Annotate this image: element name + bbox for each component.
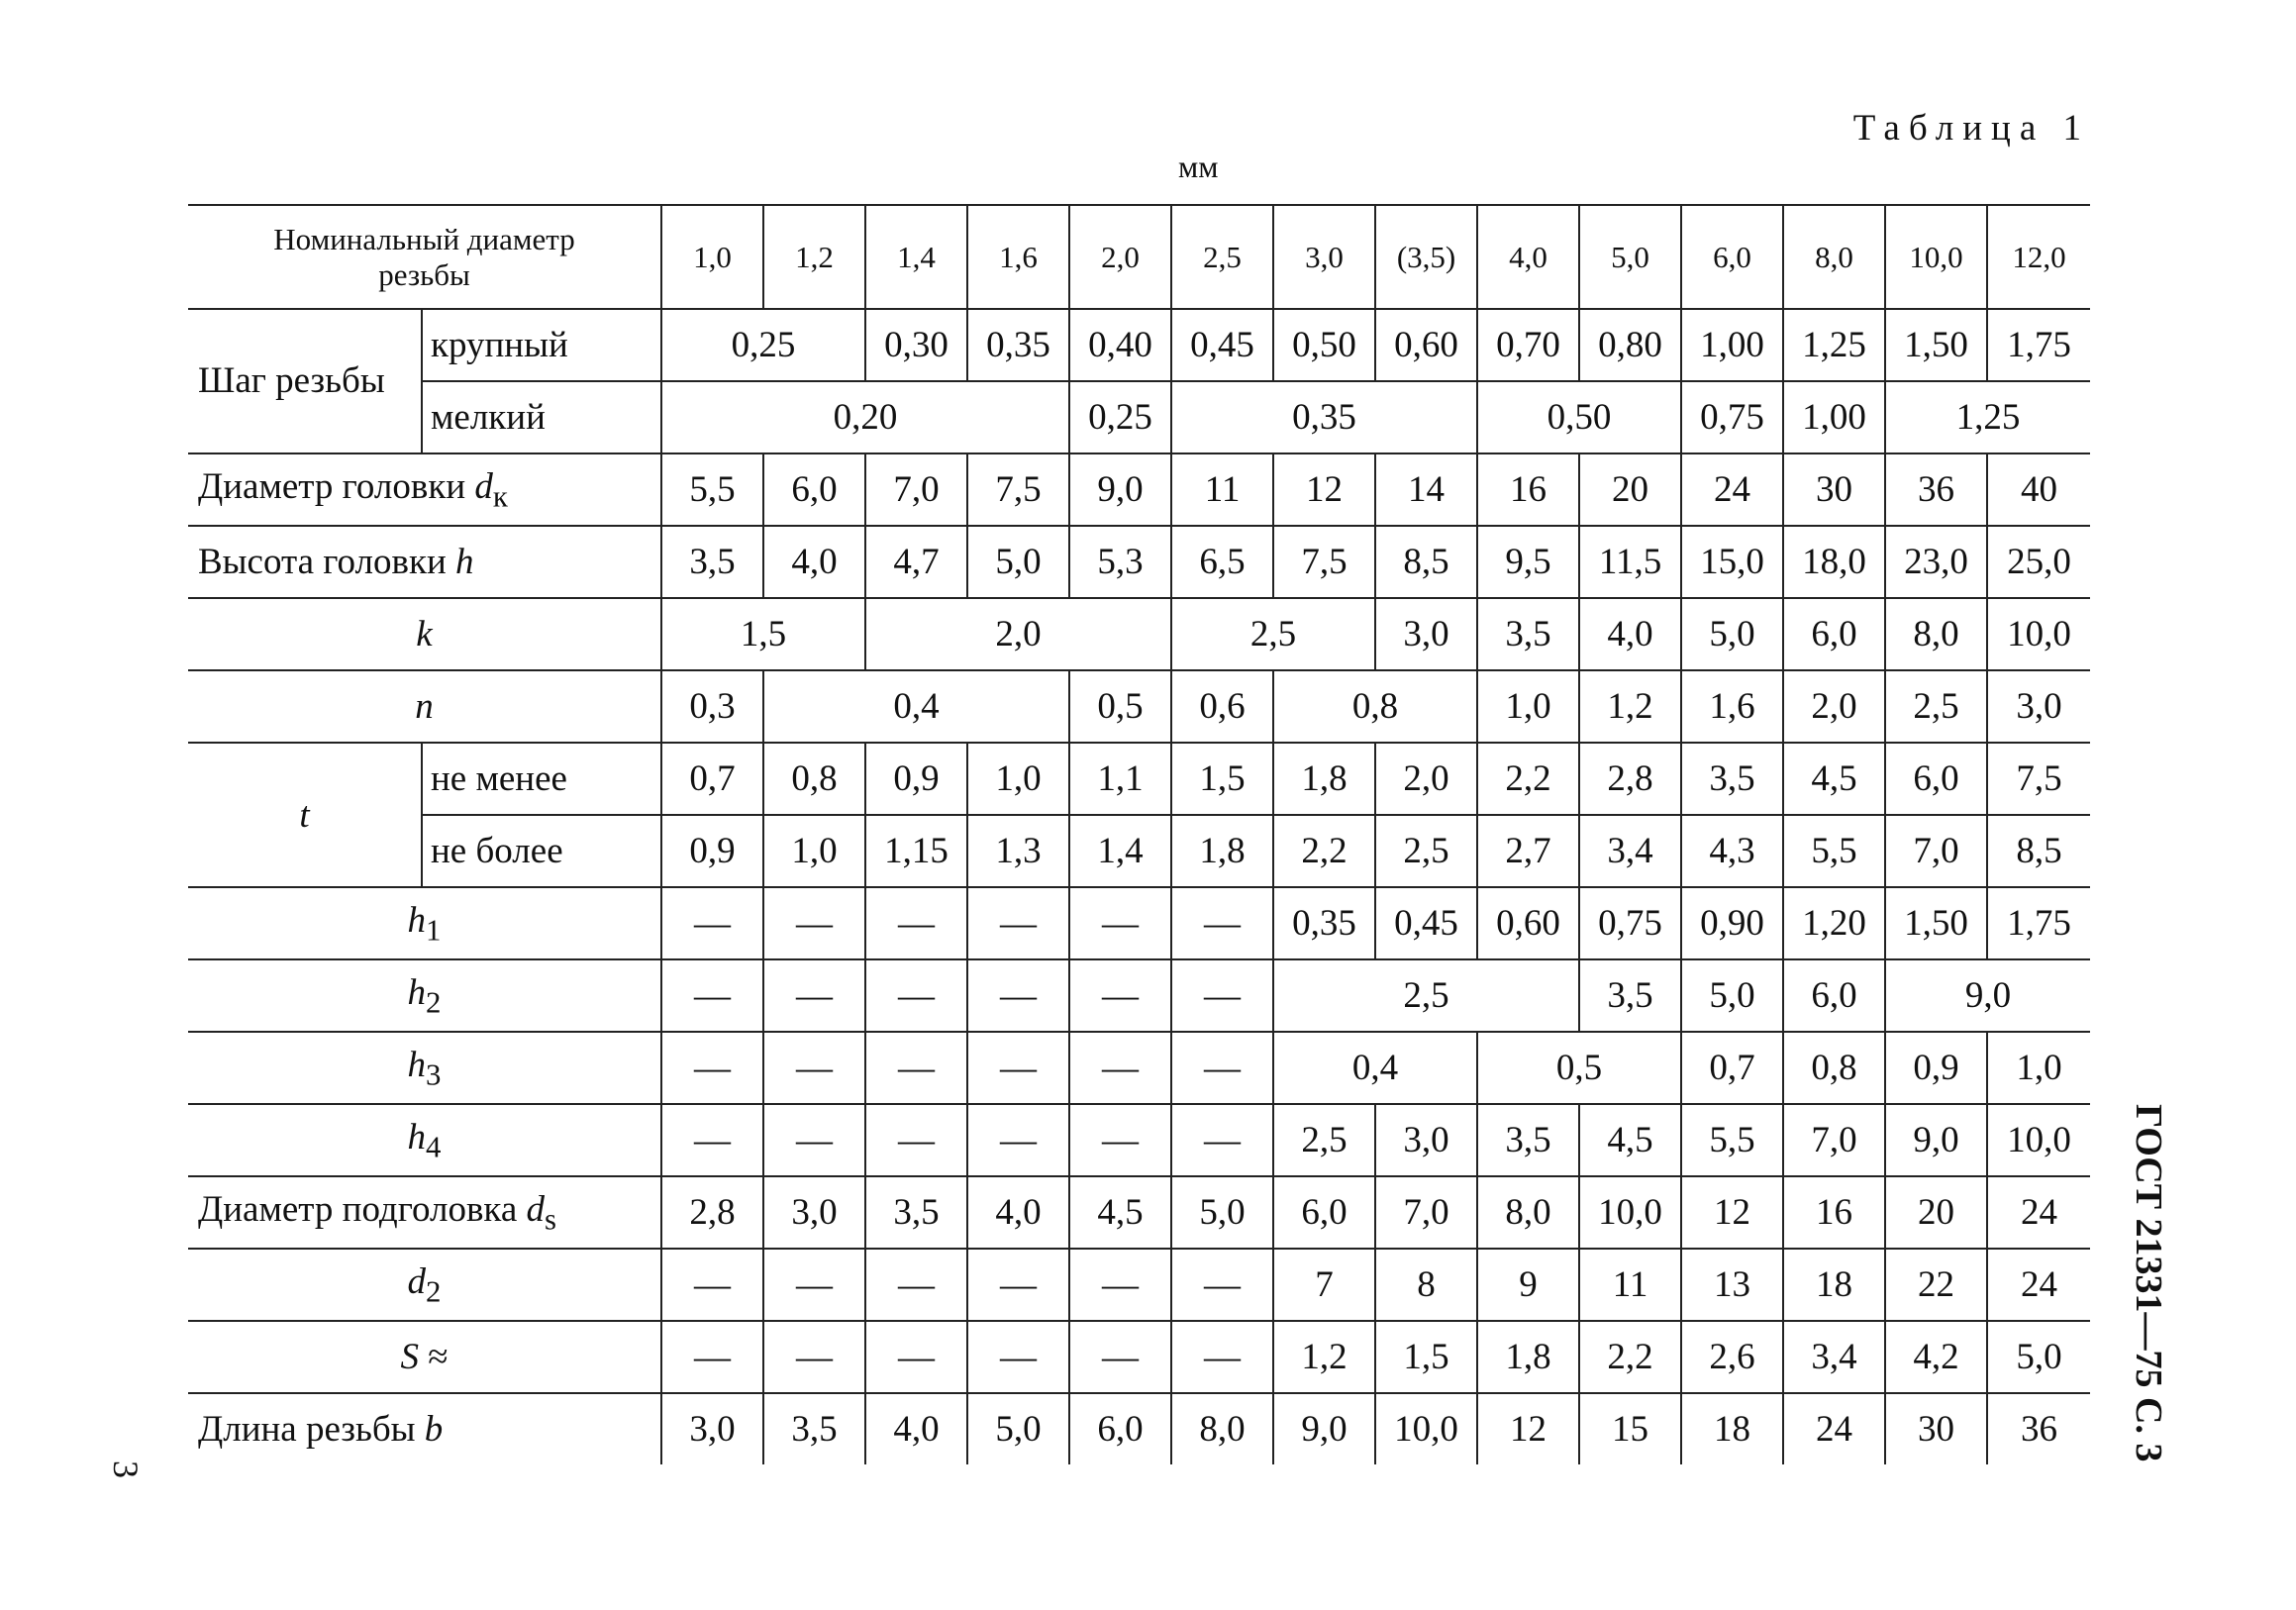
value-cell: 10,0 <box>1987 1104 2090 1176</box>
value-cell: 6,0 <box>1885 743 1987 815</box>
value-cell: 2,5 <box>1273 959 1579 1032</box>
value-cell: 2,5 <box>1885 670 1987 743</box>
value-cell: — <box>1171 1249 1273 1321</box>
value-cell: 0,50 <box>1477 381 1681 453</box>
value-cell: 1,50 <box>1885 887 1987 959</box>
value-cell: 0,60 <box>1477 887 1579 959</box>
value-cell: 2,6 <box>1681 1321 1783 1393</box>
row-label <box>188 1176 661 1249</box>
value-cell: 8,0 <box>1477 1176 1579 1249</box>
value-cell: 2,0 <box>1783 670 1885 743</box>
value-cell: 4,5 <box>1783 743 1885 815</box>
value-cell: 0,20 <box>661 381 1069 453</box>
value-cell: 36 <box>1885 453 1987 526</box>
value-cell: — <box>1171 1321 1273 1393</box>
value-cell: — <box>763 1249 865 1321</box>
value-cell: 6,0 <box>1783 959 1885 1032</box>
value-cell: 11 <box>1171 453 1273 526</box>
row-pitch-coarse <box>188 309 2090 381</box>
value-cell: 7,0 <box>1783 1104 1885 1176</box>
value-cell: 1,00 <box>1783 381 1885 453</box>
value-cell: 0,4 <box>763 670 1069 743</box>
row-n <box>188 670 2090 743</box>
value-cell: — <box>1069 1321 1171 1393</box>
value-cell: 1,20 <box>1783 887 1885 959</box>
value-cell: 5,5 <box>1681 1104 1783 1176</box>
value-cell: 5,0 <box>1987 1321 2090 1393</box>
value-cell: — <box>661 1249 763 1321</box>
value-cell: 0,4 <box>1273 1032 1477 1104</box>
value-cell: 4,2 <box>1885 1321 1987 1393</box>
value-cell: — <box>967 1249 1069 1321</box>
value-cell: — <box>865 1321 967 1393</box>
value-cell: 1,2 <box>1579 670 1681 743</box>
value-cell: 6,0 <box>1273 1176 1375 1249</box>
row-t-max <box>188 815 2090 887</box>
value-cell: 40 <box>1987 453 2090 526</box>
value-cell: 0,25 <box>661 309 865 381</box>
page-number: 3 <box>106 1460 146 1478</box>
value-cell: — <box>661 1321 763 1393</box>
nominal-diameter-cell: 3,0 <box>1273 205 1375 309</box>
value-cell: 10,0 <box>1987 598 2090 670</box>
value-cell: 11 <box>1579 1249 1681 1321</box>
value-cell: — <box>1069 1249 1171 1321</box>
screw-dimensions-table <box>188 204 2090 1464</box>
row-label-symbol: d <box>407 1260 427 1302</box>
nominal-diameter-cell: 4,0 <box>1477 205 1579 309</box>
value-cell: — <box>763 1321 865 1393</box>
nominal-diameter-cell: 2,5 <box>1171 205 1273 309</box>
value-cell: 3,0 <box>1375 598 1477 670</box>
value-cell: 0,7 <box>1681 1032 1783 1104</box>
value-cell: 3,0 <box>763 1176 865 1249</box>
nominal-diameter-cell: 2,0 <box>1069 205 1171 309</box>
value-cell: 7,0 <box>1375 1176 1477 1249</box>
value-cell: 12 <box>1681 1176 1783 1249</box>
value-cell: 4,3 <box>1681 815 1783 887</box>
value-cell: 5,0 <box>1171 1176 1273 1249</box>
value-cell: 3,5 <box>661 526 763 598</box>
group-label-t: t <box>188 743 422 887</box>
value-cell: 0,75 <box>1681 381 1783 453</box>
value-cell: — <box>763 1104 865 1176</box>
row-label <box>188 1032 661 1104</box>
header-row <box>188 205 2090 309</box>
value-cell: 1,75 <box>1987 887 2090 959</box>
value-cell: 5,0 <box>967 1393 1069 1464</box>
nominal-diameter-cell: 10,0 <box>1885 205 1987 309</box>
value-cell: 1,0 <box>1477 670 1579 743</box>
row-label-symbol: h <box>407 1044 427 1085</box>
row-label-symbol: k <box>416 614 433 654</box>
row-label <box>422 309 661 381</box>
value-cell: 3,5 <box>1477 1104 1579 1176</box>
value-cell: 6,0 <box>1069 1393 1171 1464</box>
value-cell: 0,25 <box>1069 381 1171 453</box>
value-cell: 0,6 <box>1171 670 1273 743</box>
row-head-height <box>188 526 2090 598</box>
value-cell: 8 <box>1375 1249 1477 1321</box>
value-cell: — <box>1171 1032 1273 1104</box>
row-label-subscript: s <box>545 1202 557 1237</box>
group-label-pitch: Шаг резьбы <box>188 309 422 453</box>
value-cell: 7 <box>1273 1249 1375 1321</box>
row-label-subscript: 3 <box>426 1057 442 1092</box>
row-label <box>188 1249 661 1321</box>
row-label-text: Диаметр головки <box>198 465 475 507</box>
value-cell: 1,0 <box>1987 1032 2090 1104</box>
row-label-symbol: d <box>474 465 493 507</box>
value-cell: 0,45 <box>1171 309 1273 381</box>
value-cell: 24 <box>1987 1249 2090 1321</box>
nominal-diameter-cell: 12,0 <box>1987 205 2090 309</box>
value-cell: — <box>865 959 967 1032</box>
value-cell: 9 <box>1477 1249 1579 1321</box>
value-cell: 24 <box>1987 1176 2090 1249</box>
value-cell: 1,00 <box>1681 309 1783 381</box>
value-cell: — <box>1069 959 1171 1032</box>
value-cell: — <box>1069 1104 1171 1176</box>
row-label <box>422 381 661 453</box>
value-cell: 15,0 <box>1681 526 1783 598</box>
value-cell: 7,5 <box>1273 526 1375 598</box>
row-h2 <box>188 959 2090 1032</box>
value-cell: — <box>1171 959 1273 1032</box>
value-cell: 7,5 <box>967 453 1069 526</box>
value-cell: 30 <box>1885 1393 1987 1464</box>
value-cell: — <box>661 1032 763 1104</box>
row-h4 <box>188 1104 2090 1176</box>
value-cell: 24 <box>1783 1393 1885 1464</box>
value-cell: 8,5 <box>1375 526 1477 598</box>
value-cell: 30 <box>1783 453 1885 526</box>
nominal-diameter-cell: 6,0 <box>1681 205 1783 309</box>
row-label <box>188 959 661 1032</box>
row-label-text: Высота головки <box>198 542 455 582</box>
value-cell: 2,0 <box>865 598 1171 670</box>
value-cell: 9,5 <box>1477 526 1579 598</box>
value-cell: — <box>661 1104 763 1176</box>
units-label: мм <box>1178 149 1219 184</box>
value-cell: 0,9 <box>865 743 967 815</box>
row-label-subscript: 2 <box>426 985 442 1020</box>
value-cell: 3,0 <box>661 1393 763 1464</box>
value-cell: 2,0 <box>1375 743 1477 815</box>
value-cell: 4,0 <box>1579 598 1681 670</box>
value-cell: 4,0 <box>763 526 865 598</box>
row-neck-diameter <box>188 1176 2090 1249</box>
value-cell: 3,4 <box>1783 1321 1885 1393</box>
row-s <box>188 1321 2090 1393</box>
value-cell: 2,7 <box>1477 815 1579 887</box>
row-h1 <box>188 887 2090 959</box>
value-cell: 9,0 <box>1273 1393 1375 1464</box>
value-cell: 0,40 <box>1069 309 1171 381</box>
row-label <box>188 1321 661 1393</box>
table-caption: Таблица 1 <box>1852 108 2090 149</box>
row-label-symbol: S <box>400 1337 419 1377</box>
row-label <box>188 887 661 959</box>
row-label <box>422 743 661 815</box>
value-cell: 1,6 <box>1681 670 1783 743</box>
value-cell: 22 <box>1885 1249 1987 1321</box>
value-cell: 1,15 <box>865 815 967 887</box>
standard-side-label: ГОСТ 21331—75 С. 3 <box>2128 1104 2169 1462</box>
row-label-text: Диаметр подголовка <box>198 1188 527 1230</box>
value-cell: 0,9 <box>661 815 763 887</box>
row-d2 <box>188 1249 2090 1321</box>
row-label <box>188 670 661 743</box>
value-cell: 1,8 <box>1273 743 1375 815</box>
value-cell: 14 <box>1375 453 1477 526</box>
value-cell: 0,30 <box>865 309 967 381</box>
value-cell: 10,0 <box>1579 1176 1681 1249</box>
row-label-symbol: h <box>407 899 427 941</box>
value-cell: 1,5 <box>1375 1321 1477 1393</box>
value-cell: — <box>865 1104 967 1176</box>
value-cell: 2,2 <box>1579 1321 1681 1393</box>
value-cell: 5,5 <box>661 453 763 526</box>
value-cell: 13 <box>1681 1249 1783 1321</box>
value-cell: — <box>967 1104 1069 1176</box>
value-cell: — <box>865 1032 967 1104</box>
value-cell: 3,0 <box>1987 670 2090 743</box>
value-cell: 16 <box>1783 1176 1885 1249</box>
nominal-diameter-cell: 1,2 <box>763 205 865 309</box>
value-cell: 10,0 <box>1375 1393 1477 1464</box>
value-cell: 2,5 <box>1273 1104 1375 1176</box>
value-cell: 2,5 <box>1375 815 1477 887</box>
row-label-symbol: n <box>415 686 434 727</box>
value-cell: 5,3 <box>1069 526 1171 598</box>
value-cell: 0,5 <box>1069 670 1171 743</box>
value-cell: 3,5 <box>1477 598 1579 670</box>
value-cell: 3,5 <box>865 1176 967 1249</box>
value-cell: 36 <box>1987 1393 2090 1464</box>
value-cell: 12 <box>1477 1393 1579 1464</box>
value-cell: 6,0 <box>763 453 865 526</box>
row-pitch-fine <box>188 381 2090 453</box>
table-body <box>188 205 2090 1464</box>
value-cell: 0,50 <box>1273 309 1375 381</box>
row-label-subscript: к <box>492 479 508 514</box>
value-cell: 1,25 <box>1783 309 1885 381</box>
row-label <box>188 1393 661 1464</box>
value-cell: 2,8 <box>661 1176 763 1249</box>
value-cell: 3,5 <box>1681 743 1783 815</box>
value-cell: 0,35 <box>1273 887 1375 959</box>
value-cell: 4,5 <box>1579 1104 1681 1176</box>
value-cell: — <box>865 887 967 959</box>
value-cell: — <box>763 1032 865 1104</box>
value-cell: 18 <box>1783 1249 1885 1321</box>
value-cell: 24 <box>1681 453 1783 526</box>
row-label-symbol: d <box>526 1188 546 1230</box>
row-label <box>188 526 661 598</box>
row-label <box>188 1104 661 1176</box>
value-cell: 4,5 <box>1069 1176 1171 1249</box>
value-cell: 20 <box>1579 453 1681 526</box>
value-cell: 1,0 <box>967 743 1069 815</box>
row-label-suffix: ≈ <box>418 1337 449 1377</box>
value-cell: 0,8 <box>1783 1032 1885 1104</box>
value-cell: 1,1 <box>1069 743 1171 815</box>
row-label-text: Длина резьбы <box>198 1409 425 1450</box>
value-cell: 1,50 <box>1885 309 1987 381</box>
value-cell: 11,5 <box>1579 526 1681 598</box>
value-cell: 3,4 <box>1579 815 1681 887</box>
nominal-diameter-cell: (3,5) <box>1375 205 1477 309</box>
header-label: Номинальный диаметр резьбы <box>188 205 661 309</box>
value-cell: 7,5 <box>1987 743 2090 815</box>
value-cell: 4,0 <box>967 1176 1069 1249</box>
value-cell: 0,35 <box>967 309 1069 381</box>
value-cell: — <box>865 1249 967 1321</box>
value-cell: 20 <box>1885 1176 1987 1249</box>
value-cell: 1,2 <box>1273 1321 1375 1393</box>
value-cell: 0,7 <box>661 743 763 815</box>
row-k <box>188 598 2090 670</box>
value-cell: 12 <box>1273 453 1375 526</box>
row-label <box>188 598 661 670</box>
row-label-text: не более <box>431 831 563 871</box>
value-cell: 9,0 <box>1885 959 2090 1032</box>
value-cell: 0,80 <box>1579 309 1681 381</box>
row-label-text: не менее <box>431 758 567 799</box>
value-cell: — <box>967 887 1069 959</box>
value-cell: 2,2 <box>1273 815 1375 887</box>
value-cell: 4,7 <box>865 526 967 598</box>
value-cell: 9,0 <box>1069 453 1171 526</box>
row-label-symbol: h <box>407 1116 427 1157</box>
value-cell: 8,5 <box>1987 815 2090 887</box>
value-cell: 5,0 <box>967 526 1069 598</box>
value-cell: 0,3 <box>661 670 763 743</box>
value-cell: 0,45 <box>1375 887 1477 959</box>
value-cell: — <box>763 959 865 1032</box>
value-cell: 0,35 <box>1171 381 1477 453</box>
value-cell: 5,0 <box>1681 959 1783 1032</box>
value-cell: — <box>967 1321 1069 1393</box>
value-cell: 0,9 <box>1885 1032 1987 1104</box>
row-label <box>188 453 661 526</box>
value-cell: 4,0 <box>865 1393 967 1464</box>
value-cell: 0,90 <box>1681 887 1783 959</box>
row-label-symbol: h <box>455 542 474 582</box>
value-cell: — <box>763 887 865 959</box>
value-cell: 18,0 <box>1783 526 1885 598</box>
row-label-subscript: 4 <box>426 1130 442 1164</box>
nominal-diameter-cell: 1,0 <box>661 205 763 309</box>
value-cell: 5,0 <box>1681 598 1783 670</box>
value-cell: 15 <box>1579 1393 1681 1464</box>
value-cell: 6,0 <box>1783 598 1885 670</box>
value-cell: 1,3 <box>967 815 1069 887</box>
row-label-subscript: 1 <box>426 913 442 948</box>
value-cell: — <box>1171 887 1273 959</box>
value-cell: 2,2 <box>1477 743 1579 815</box>
value-cell: 1,0 <box>763 815 865 887</box>
value-cell: — <box>1069 1032 1171 1104</box>
value-cell: 23,0 <box>1885 526 1987 598</box>
value-cell: 16 <box>1477 453 1579 526</box>
row-h3 <box>188 1032 2090 1104</box>
value-cell: 0,5 <box>1477 1032 1681 1104</box>
nominal-diameter-cell: 5,0 <box>1579 205 1681 309</box>
value-cell: 1,5 <box>1171 743 1273 815</box>
value-cell: 1,25 <box>1885 381 2090 453</box>
value-cell: 2,8 <box>1579 743 1681 815</box>
value-cell: 3,5 <box>763 1393 865 1464</box>
value-cell: 9,0 <box>1885 1104 1987 1176</box>
value-cell: 0,8 <box>1273 670 1477 743</box>
nominal-diameter-cell: 1,4 <box>865 205 967 309</box>
value-cell: — <box>967 1032 1069 1104</box>
value-cell: 25,0 <box>1987 526 2090 598</box>
value-cell: 18 <box>1681 1393 1783 1464</box>
row-label-symbol: b <box>424 1409 444 1450</box>
value-cell: 0,8 <box>763 743 865 815</box>
value-cell: 7,0 <box>1885 815 1987 887</box>
value-cell: — <box>967 959 1069 1032</box>
row-t-min <box>188 743 2090 815</box>
value-cell: 8,0 <box>1171 1393 1273 1464</box>
row-label-symbol: h <box>407 971 427 1013</box>
row-label <box>422 815 661 887</box>
value-cell: 1,8 <box>1171 815 1273 887</box>
value-cell: 6,5 <box>1171 526 1273 598</box>
row-head-diameter <box>188 453 2090 526</box>
value-cell: 0,70 <box>1477 309 1579 381</box>
nominal-diameter-cell: 1,6 <box>967 205 1069 309</box>
value-cell: — <box>1171 1104 1273 1176</box>
value-cell: 8,0 <box>1885 598 1987 670</box>
value-cell: — <box>1069 887 1171 959</box>
value-cell: 0,75 <box>1579 887 1681 959</box>
value-cell: — <box>661 887 763 959</box>
value-cell: — <box>661 959 763 1032</box>
nominal-diameter-cell: 8,0 <box>1783 205 1885 309</box>
row-label-text: мелкий <box>431 397 546 438</box>
value-cell: 5,5 <box>1783 815 1885 887</box>
value-cell: 2,5 <box>1171 598 1375 670</box>
value-cell: 1,8 <box>1477 1321 1579 1393</box>
value-cell: 0,60 <box>1375 309 1477 381</box>
value-cell: 3,0 <box>1375 1104 1477 1176</box>
row-label-subscript: 2 <box>426 1274 442 1309</box>
value-cell: 7,0 <box>865 453 967 526</box>
row-thread-length <box>188 1393 2090 1464</box>
value-cell: 1,4 <box>1069 815 1171 887</box>
row-label-text: крупный <box>431 325 568 365</box>
value-cell: 1,5 <box>661 598 865 670</box>
value-cell: 1,75 <box>1987 309 2090 381</box>
value-cell: 3,5 <box>1579 959 1681 1032</box>
